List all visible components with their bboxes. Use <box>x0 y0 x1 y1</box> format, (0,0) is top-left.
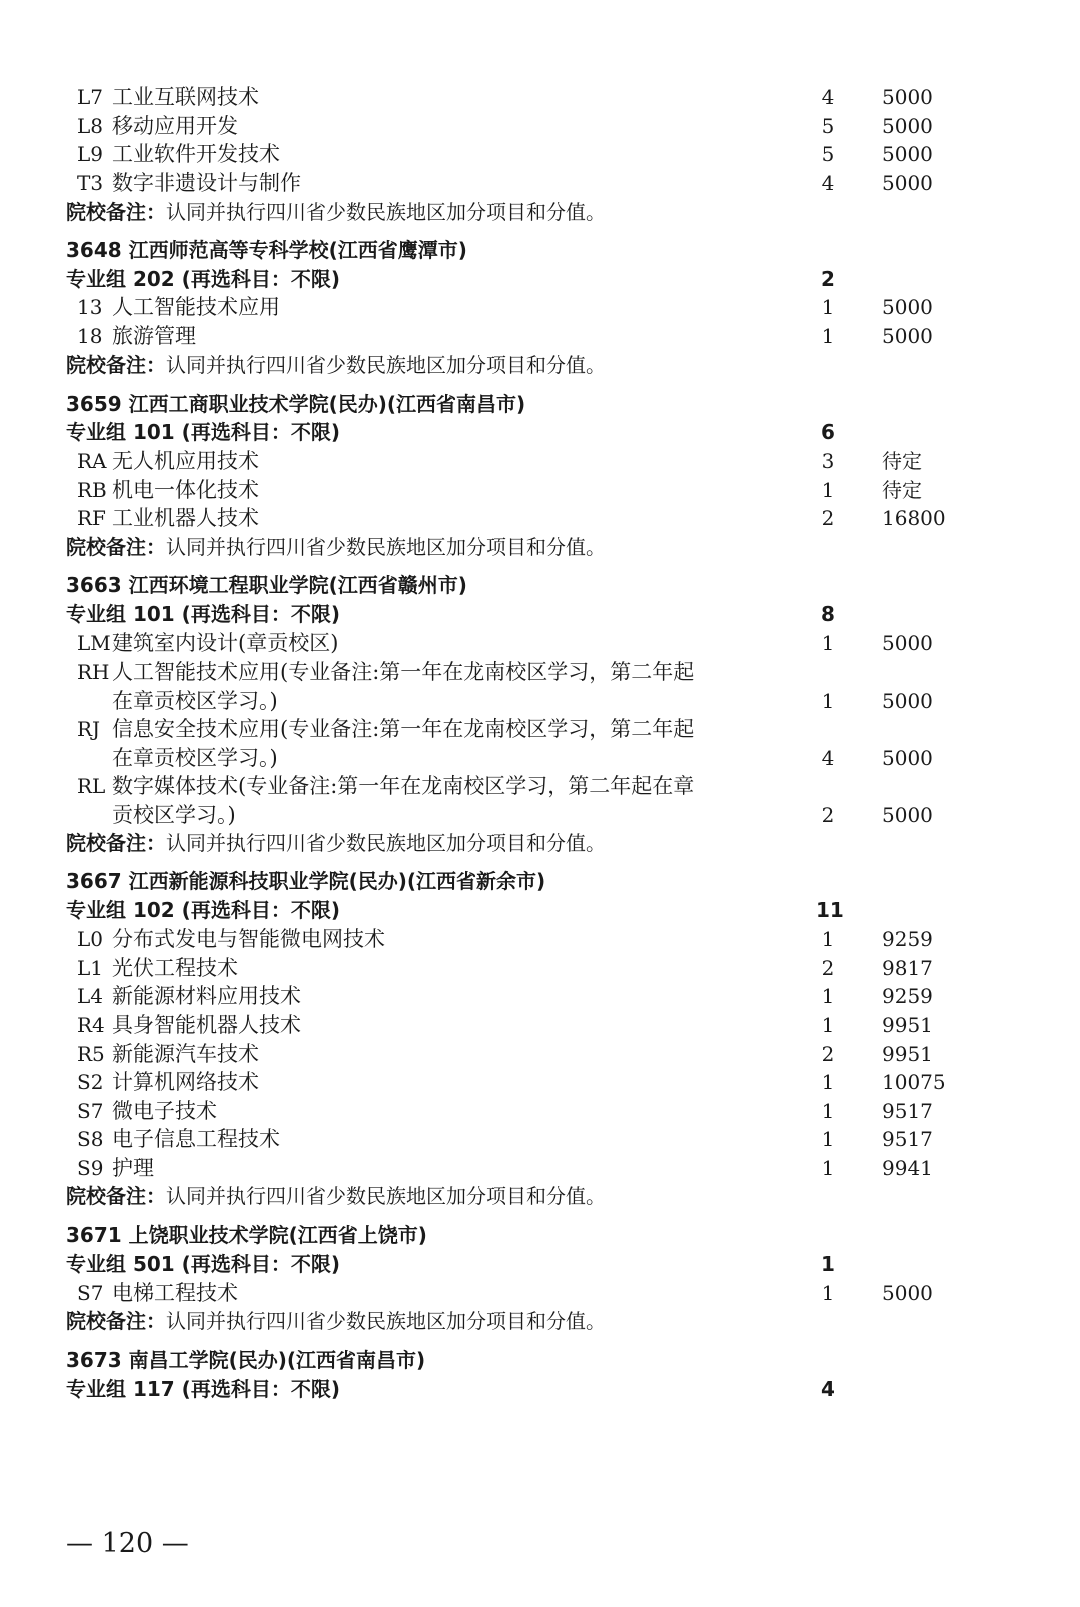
group-name: 专业组 101 (再选科目：不限) <box>66 420 340 444</box>
tuition-fee: 5000 <box>882 746 933 770</box>
major-code: L8 <box>77 114 104 138</box>
school-header <box>0 1346 1080 1375</box>
major-name: 新能源汽车技术 <box>112 1042 259 1066</box>
tuition-fee: 9259 <box>882 984 933 1008</box>
tuition-fee: 9951 <box>882 1042 933 1066</box>
major-code: L4 <box>77 984 104 1008</box>
major-name: 移动应用开发 <box>112 114 238 138</box>
plan-count: 1 <box>821 1127 835 1151</box>
plan-count: 1 <box>821 1070 835 1094</box>
major-name: 机电一体化技术 <box>112 478 259 502</box>
plan-count: 3 <box>821 449 835 473</box>
note-label: 院校备注： <box>66 353 166 377</box>
note-line <box>66 829 606 859</box>
note-line <box>66 198 606 228</box>
major-row <box>0 112 1080 141</box>
group-plan-count: 2 <box>821 267 835 291</box>
major-row <box>0 447 1080 476</box>
major-name: 光伏工程技术 <box>112 956 238 980</box>
major-row <box>0 982 1080 1011</box>
plan-count: 1 <box>821 927 835 951</box>
major-name: 数字非遗设计与制作 <box>112 171 301 195</box>
school-header <box>0 236 1080 265</box>
tuition-fee: 16800 <box>882 506 946 530</box>
group-name: 专业组 202 (再选科目：不限) <box>66 267 340 291</box>
major-name: 工业软件开发技术 <box>112 142 280 166</box>
plan-count: 1 <box>821 689 835 713</box>
major-group-header <box>0 265 1080 294</box>
tuition-fee: 10075 <box>882 1070 946 1094</box>
group-plan-count: 1 <box>821 1252 835 1276</box>
note-label: 院校备注： <box>66 200 166 224</box>
group-name: 专业组 501 (再选科目：不限) <box>66 1252 340 1276</box>
major-code: RL <box>77 774 106 798</box>
tuition-fee: 5000 <box>882 85 933 109</box>
major-row <box>0 1040 1080 1069</box>
tuition-fee: 9817 <box>882 956 933 980</box>
tuition-fee: 9259 <box>882 927 933 951</box>
tuition-fee: 5000 <box>882 324 933 348</box>
major-row <box>0 140 1080 169</box>
major-row <box>0 1125 1080 1154</box>
major-row <box>0 925 1080 954</box>
major-code: S8 <box>77 1127 104 1151</box>
major-code: RA <box>77 449 107 473</box>
major-row <box>0 293 1080 322</box>
plan-count: 1 <box>821 1099 835 1123</box>
major-name: 贡校区学习。) <box>112 803 236 827</box>
major-row <box>0 687 1080 716</box>
major-name: 具身智能机器人技术 <box>112 1013 301 1037</box>
major-name: 护理 <box>112 1156 154 1180</box>
major-code: RH <box>77 660 110 684</box>
school-name: 3648 江西师范高等专科学校(江西省鹰潭市) <box>66 238 467 262</box>
plan-count: 5 <box>821 142 835 166</box>
note-text: 认同并执行四川省少数民族地区加分项目和分值。 <box>166 200 606 224</box>
plan-count: 1 <box>821 295 835 319</box>
note-text: 认同并执行四川省少数民族地区加分项目和分值。 <box>166 1309 606 1333</box>
major-name: 微电子技术 <box>112 1099 217 1123</box>
major-name: 在章贡校区学习。) <box>112 689 278 713</box>
school-name: 3667 江西新能源科技职业学院(民办)(江西省新余市) <box>66 869 546 893</box>
major-name: 信息安全技术应用(专业备注:第一年在龙南校区学习，第二年起 <box>112 717 695 741</box>
tuition-fee: 5000 <box>882 631 933 655</box>
major-name: 电子信息工程技术 <box>112 1127 280 1151</box>
school-note <box>0 533 1080 562</box>
plan-count: 1 <box>821 1013 835 1037</box>
tuition-fee: 5000 <box>882 114 933 138</box>
major-name: 新能源材料应用技术 <box>112 984 301 1008</box>
plan-count: 2 <box>821 803 835 827</box>
major-row <box>0 772 1080 801</box>
group-plan-count: 4 <box>821 1377 835 1401</box>
plan-count: 4 <box>821 85 835 109</box>
plan-count: 4 <box>821 171 835 195</box>
page-number: — 120 — <box>66 1528 189 1559</box>
major-row <box>0 169 1080 198</box>
tuition-fee: 9517 <box>882 1127 933 1151</box>
school-note <box>0 1307 1080 1336</box>
school-name: 3659 江西工商职业技术学院(民办)(江西省南昌市) <box>66 392 526 416</box>
major-row <box>0 1011 1080 1040</box>
major-name: 建筑室内设计(章贡校区) <box>112 631 339 655</box>
note-line <box>66 1307 606 1337</box>
note-line <box>66 533 606 563</box>
school-note <box>0 829 1080 858</box>
major-code: S7 <box>77 1281 104 1305</box>
major-row <box>0 801 1080 830</box>
note-label: 院校备注： <box>66 831 166 855</box>
tuition-fee: 5000 <box>882 689 933 713</box>
plan-count: 1 <box>821 324 835 348</box>
major-row <box>0 1279 1080 1308</box>
major-name: 数字媒体技术(专业备注:第一年在龙南校区学习，第二年起在章 <box>112 774 695 798</box>
school-header <box>0 1221 1080 1250</box>
plan-count: 1 <box>821 984 835 1008</box>
plan-count: 2 <box>821 956 835 980</box>
major-row <box>0 83 1080 112</box>
tuition-fee: 待定 <box>882 449 922 473</box>
major-name: 人工智能技术应用 <box>112 295 280 319</box>
note-label: 院校备注： <box>66 1184 166 1208</box>
plan-count: 1 <box>821 478 835 502</box>
school-note <box>0 1182 1080 1211</box>
major-row <box>0 658 1080 687</box>
school-name: 3663 江西环境工程职业学院(江西省赣州市) <box>66 573 467 597</box>
major-row <box>0 322 1080 351</box>
tuition-fee: 9941 <box>882 1156 933 1180</box>
note-text: 认同并执行四川省少数民族地区加分项目和分值。 <box>166 1184 606 1208</box>
note-label: 院校备注： <box>66 535 166 559</box>
tuition-fee: 9517 <box>882 1099 933 1123</box>
note-label: 院校备注： <box>66 1309 166 1333</box>
major-code: S9 <box>77 1156 104 1180</box>
major-code: L0 <box>77 927 104 951</box>
major-name: 电梯工程技术 <box>112 1281 238 1305</box>
major-row <box>0 1154 1080 1183</box>
major-name: 分布式发电与智能微电网技术 <box>112 927 385 951</box>
plan-count: 1 <box>821 1281 835 1305</box>
group-name: 专业组 117 (再选科目：不限) <box>66 1377 340 1401</box>
plan-count: 1 <box>821 1156 835 1180</box>
tuition-fee: 5000 <box>882 142 933 166</box>
group-name: 专业组 101 (再选科目：不限) <box>66 602 340 626</box>
plan-count: 1 <box>821 631 835 655</box>
major-row <box>0 476 1080 505</box>
major-group-header <box>0 1375 1080 1404</box>
note-line <box>66 1182 606 1212</box>
group-plan-count: 6 <box>821 420 835 444</box>
major-row <box>0 715 1080 744</box>
school-header <box>0 390 1080 419</box>
major-name: 工业机器人技术 <box>112 506 259 530</box>
major-code: L7 <box>77 85 104 109</box>
tuition-fee: 5000 <box>882 803 933 827</box>
school-header <box>0 571 1080 600</box>
major-group-header <box>0 600 1080 629</box>
plan-count: 2 <box>821 506 835 530</box>
major-name: 无人机应用技术 <box>112 449 259 473</box>
major-row <box>0 1097 1080 1126</box>
note-text: 认同并执行四川省少数民族地区加分项目和分值。 <box>166 535 606 559</box>
major-row <box>0 504 1080 533</box>
major-name: 计算机网络技术 <box>112 1070 259 1094</box>
major-code: L1 <box>77 956 104 980</box>
school-note <box>0 351 1080 380</box>
major-code: RJ <box>77 717 101 741</box>
major-code: R5 <box>77 1042 105 1066</box>
school-note <box>0 198 1080 227</box>
group-plan-count: 11 <box>816 898 844 922</box>
note-text: 认同并执行四川省少数民族地区加分项目和分值。 <box>166 831 606 855</box>
major-code: T3 <box>77 171 104 195</box>
tuition-fee: 5000 <box>882 1281 933 1305</box>
major-code: RB <box>77 478 107 502</box>
plan-count: 5 <box>821 114 835 138</box>
major-group-header <box>0 1250 1080 1279</box>
major-code: L9 <box>77 142 104 166</box>
tuition-fee: 9951 <box>882 1013 933 1037</box>
note-line <box>66 351 606 381</box>
plan-count: 4 <box>821 746 835 770</box>
tuition-fee: 5000 <box>882 171 933 195</box>
major-group-header <box>0 418 1080 447</box>
school-header <box>0 867 1080 896</box>
major-code: 18 <box>77 324 103 348</box>
group-name: 专业组 102 (再选科目：不限) <box>66 898 340 922</box>
major-code: R4 <box>77 1013 105 1037</box>
major-code: 13 <box>77 295 103 319</box>
major-code: S2 <box>77 1070 104 1094</box>
major-name: 工业互联网技术 <box>112 85 259 109</box>
tuition-fee: 待定 <box>882 478 922 502</box>
major-row <box>0 629 1080 658</box>
school-name: 3673 南昌工学院(民办)(江西省南昌市) <box>66 1348 426 1372</box>
major-row <box>0 1068 1080 1097</box>
group-plan-count: 8 <box>821 602 835 626</box>
major-name: 旅游管理 <box>112 324 196 348</box>
plan-count: 2 <box>821 1042 835 1066</box>
school-name: 3671 上饶职业技术学院(江西省上饶市) <box>66 1223 427 1247</box>
major-name: 人工智能技术应用(专业备注:第一年在龙南校区学习，第二年起 <box>112 660 695 684</box>
major-row <box>0 744 1080 773</box>
note-text: 认同并执行四川省少数民族地区加分项目和分值。 <box>166 353 606 377</box>
major-group-header <box>0 896 1080 925</box>
major-name: 在章贡校区学习。) <box>112 746 278 770</box>
tuition-fee: 5000 <box>882 295 933 319</box>
major-code: RF <box>77 506 106 530</box>
major-code: S7 <box>77 1099 104 1123</box>
major-row <box>0 954 1080 983</box>
major-code: LM <box>77 631 111 655</box>
